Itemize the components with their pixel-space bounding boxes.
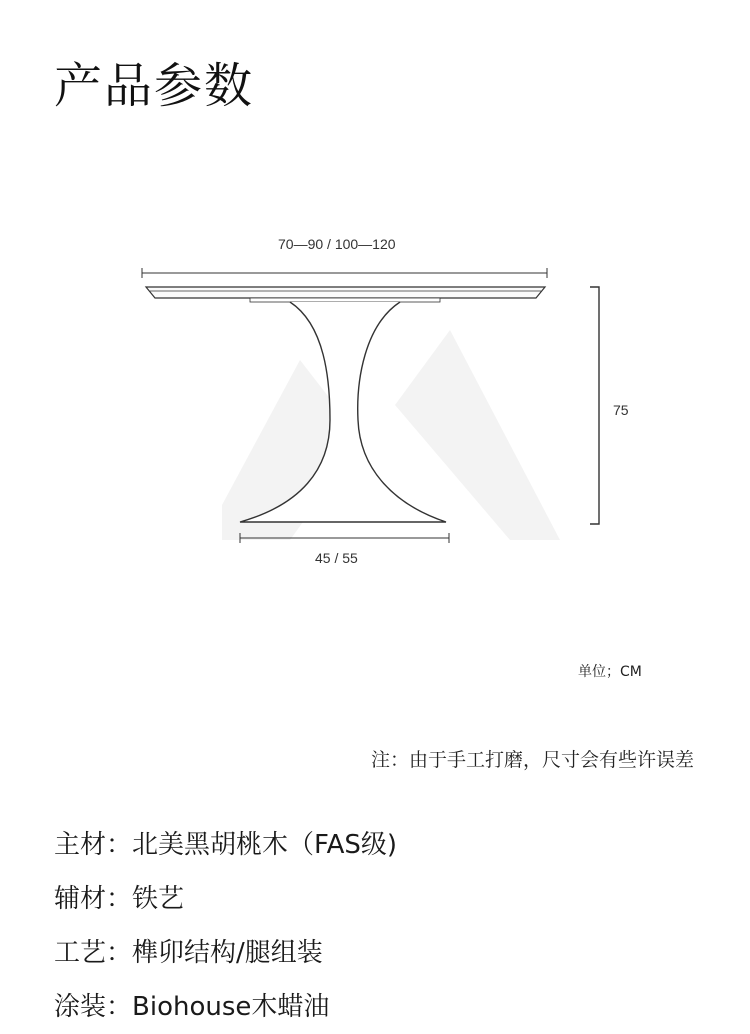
disclaimer-note: 注：由于手工打磨，尺寸会有些许误差 (370, 749, 694, 771)
spec-label: 辅材： (54, 884, 133, 914)
top-width-dimension-line (142, 268, 547, 278)
spec-list (54, 818, 397, 1034)
spec-row-aux-material (54, 872, 397, 926)
height-dimension-bracket (590, 287, 599, 524)
spec-value: 北美黑胡桃木（FAS级) (132, 830, 398, 860)
height-label: 75 (613, 402, 629, 418)
spec-label: 涂装： (54, 992, 133, 1022)
spec-row-main-material (54, 818, 397, 872)
spec-value: 铁艺 (132, 884, 185, 914)
spec-row-craft (54, 926, 397, 980)
spec-value: Biohouse木蜡油 (132, 992, 330, 1022)
tabletop (146, 287, 545, 302)
top-width-label: 70—90 / 100—120 (278, 236, 396, 252)
spec-label: 工艺： (54, 938, 133, 968)
spec-label: 主材： (54, 830, 133, 860)
page-title: 产品参数 (54, 58, 255, 114)
table-dimension-diagram (0, 220, 750, 580)
spec-value: 榫卯结构/腿组装 (132, 938, 323, 968)
unit-note: 单位；CM (578, 664, 642, 680)
base-width-label: 45 / 55 (315, 550, 358, 566)
